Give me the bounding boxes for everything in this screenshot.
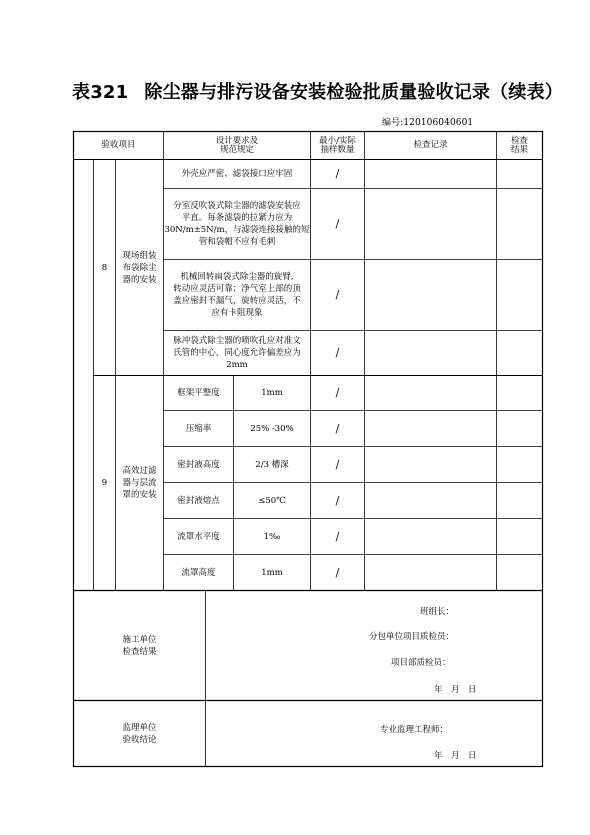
group-name: 现场组装 布袋除尘 器的安装 <box>122 250 157 285</box>
spec-cell: 外壳应严密、滤袋接口应牢固 <box>181 169 293 179</box>
sample-cell: / <box>335 493 340 507</box>
spec-value-cell: 25% -30% <box>250 423 294 434</box>
sample-cell: / <box>335 565 340 579</box>
spec-value-cell: 2/3 槽深 <box>255 459 289 470</box>
spec-value-cell: ≤50℃ <box>258 495 286 506</box>
spec-name-cell: 密封液熔点 <box>177 495 220 506</box>
construction-label: 施工单位 检查结果 <box>122 634 157 657</box>
spec-value-cell: 1‰ <box>263 531 281 542</box>
header-record: 检查记录 <box>413 140 448 150</box>
inspector-label: 项目部质检员： <box>391 658 451 668</box>
table-title: 除尘器与排污设备安装检验批质量验收记录（续表） <box>144 82 563 103</box>
sample-cell: / <box>335 421 340 435</box>
supervision-engineer-label: 专业监理工程师： <box>380 725 449 735</box>
table-number: 表321 <box>72 82 129 103</box>
supervision-date: 年 月 日 <box>434 751 477 761</box>
sample-cell: / <box>335 457 340 471</box>
sample-cell: / <box>335 529 340 543</box>
group-name: 高效过滤 器与层流 罩的安装 <box>122 466 157 500</box>
spec-name-cell: 密封液高度 <box>177 459 220 470</box>
header-item: 验收项目 <box>101 140 136 150</box>
spec-value-cell: 1mm <box>261 567 283 578</box>
group-number: 9 <box>101 478 108 488</box>
spec-cell: 脉冲袋式除尘器的喷吹孔应对准文 氏管的中心，同心度允许偏差应为 2mm <box>173 336 301 370</box>
spec-name-cell: 流罩高度 <box>181 567 216 578</box>
form-code-value: 120106040601 <box>403 118 474 128</box>
form-code-label: 编号: <box>382 118 404 128</box>
spec-value-cell: 1mm <box>261 388 283 398</box>
sub-inspector-label: 分包单位项目质检员： <box>369 632 455 642</box>
spec-name-cell: 框架平整度 <box>177 388 220 398</box>
construction-date: 年 月 日 <box>434 685 477 695</box>
spec-cell: 机械回转扁袋式除尘器的旋臂, 转动应灵活可靠；净气室上部的顶 盖应密封不漏气，旋转应灵活，不 应有卡阻现象 <box>173 272 301 318</box>
sample-cell: / <box>335 217 340 230</box>
spec-name-cell: 流罩水平度 <box>177 531 220 542</box>
team-leader-label: 班组长： <box>420 607 455 617</box>
sample-cell: / <box>335 386 340 399</box>
spec-name-cell: 压缩率 <box>185 423 212 434</box>
sample-cell: / <box>335 346 340 359</box>
header-sample: 最小/实际 抽样数量 <box>319 135 356 155</box>
supervision-label: 监理单位 验收结论 <box>122 722 157 745</box>
spec-cell: 分室反吹袋式除尘器的滤袋安装应 平直。每条滤袋的拉紧力应为 30N/m±5N/m，与滤袋连接接触的短 管和袋帽不应有毛刺 <box>164 201 310 247</box>
sample-cell: / <box>335 288 340 301</box>
group-number: 8 <box>101 262 108 273</box>
header-spec: 设计要求及 规范规定 <box>215 135 259 155</box>
sample-cell: / <box>335 167 340 180</box>
header-result: 检查 结果 <box>510 135 528 155</box>
